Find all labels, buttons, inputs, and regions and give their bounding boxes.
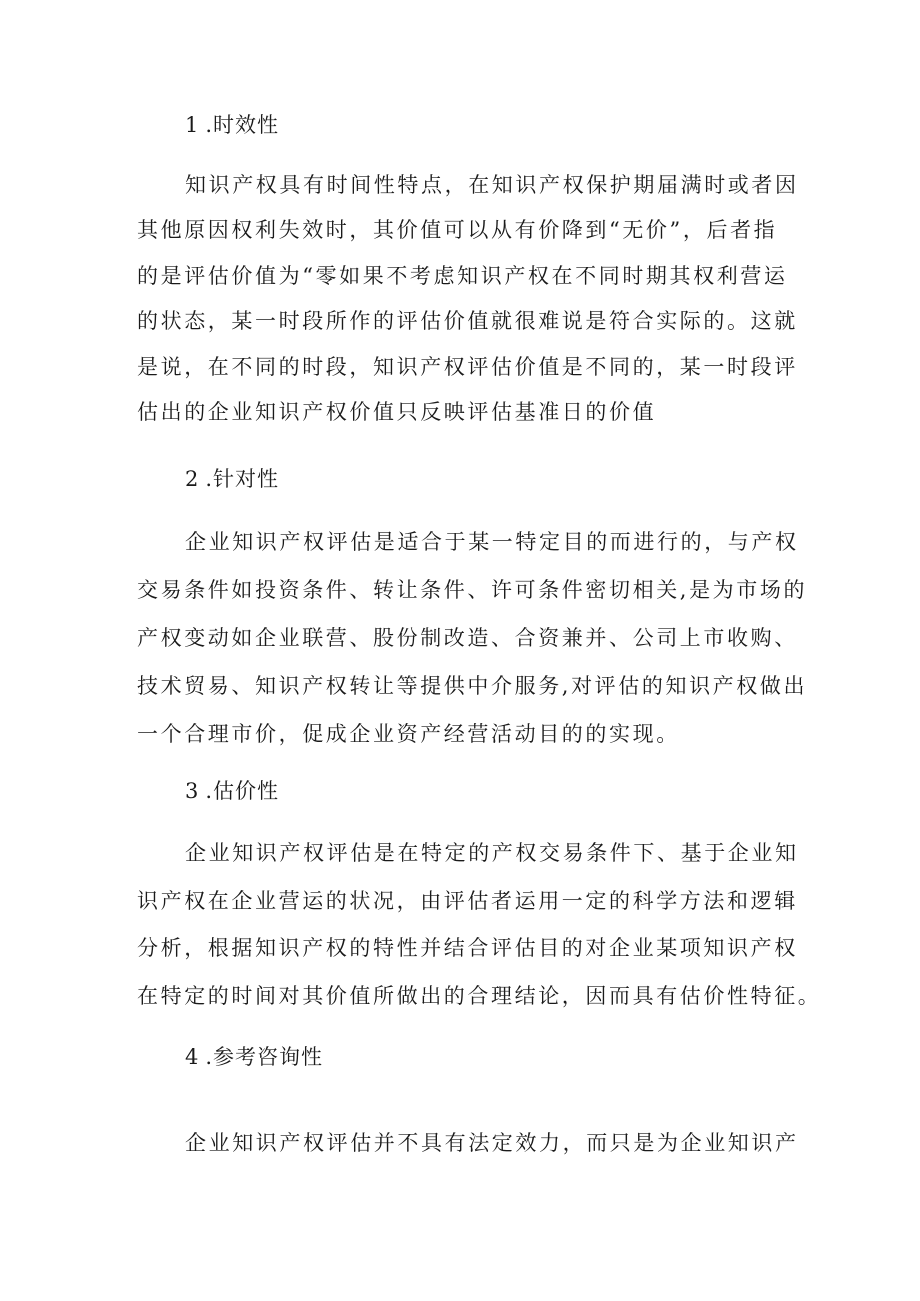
- section-2-line-4: 技术贸易、知识产权转让等提供中介服务,对评估的知识产权做出: [137, 674, 808, 698]
- section-1-line-3: 的是评估价值为“零如果不考虑知识产权在不同时期其权利营运: [137, 264, 788, 288]
- section-1-line-5: 是说，在不同的时段，知识产权评估价值是不同的，某一时段评: [137, 355, 798, 379]
- section-2-line-5: 一个合理市价，促成企业资产经营活动目的的实现。: [137, 722, 680, 746]
- section-1-line-4: 的状态，某一时段所作的评估价值就很难说是符合实际的。这就: [137, 309, 798, 333]
- section-2-line-3: 产权变动如企业联营、股份制改造、合资兼并、公司上市收购、: [137, 626, 798, 650]
- section-1-number: 1: [185, 113, 200, 137]
- section-2-line-1: 企业知识产权评估是适合于某一特定目的而进行的，与产权: [185, 530, 799, 554]
- section-1-title: .时效性: [205, 113, 280, 137]
- section-2-number: 2: [185, 467, 200, 491]
- section-2-line-2: 交易条件如投资条件、转让条件、许可条件密切相关,是为市场的: [137, 578, 808, 602]
- section-3-line-4: 在特定的时间对其价值所做出的合理结论，因而具有估价性特征。: [137, 984, 822, 1008]
- section-4-heading: [185, 1042, 323, 1072]
- section-1-line-1: 知识产权具有时间性特点，在知识产权保护期届满时或者因: [185, 173, 799, 197]
- section-2-title: .针对性: [205, 467, 280, 491]
- section-3-line-1: 企业知识产权评估是在特定的产权交易条件下、基于企业知: [185, 841, 799, 865]
- section-1-line-6: 估出的企业知识产权价值只反映评估基准日的价值: [137, 400, 657, 424]
- section-3-line-3: 分析，根据知识产权的特性并结合评估目的对企业某项知识产权: [137, 936, 798, 960]
- section-1-line-2: 其他原因权利失效时，其价值可以从有价降到“无价”，后者指: [137, 218, 778, 242]
- section-1-heading: [185, 110, 279, 140]
- section-4-line-1: 企业知识产权评估并不具有法定效力，而只是为企业知识产: [185, 1131, 799, 1155]
- section-3-line-2: 识产权在企业营运的状况，由评估者运用一定的科学方法和逻辑: [137, 889, 798, 913]
- section-2-heading: [185, 464, 279, 494]
- section-3-title: .估价性: [205, 779, 280, 803]
- section-3-heading: [185, 776, 279, 806]
- section-3-number: 3: [185, 779, 200, 803]
- section-4-title: .参考咨询性: [205, 1045, 324, 1069]
- section-4-number: 4: [185, 1045, 200, 1069]
